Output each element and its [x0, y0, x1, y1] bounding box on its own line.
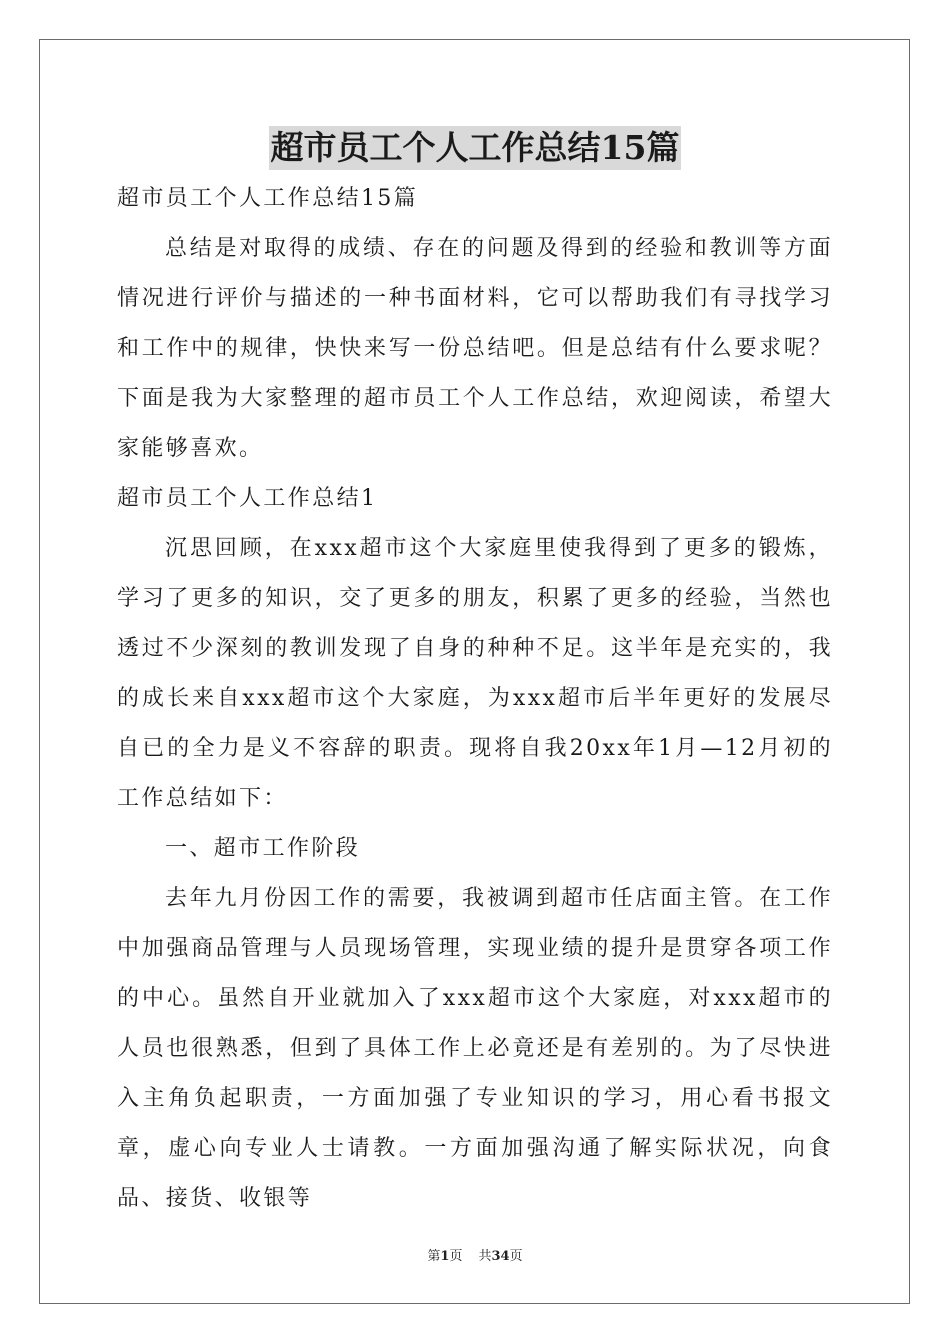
- total-prefix: 共: [478, 1249, 492, 1264]
- subsection-heading: 一、超市工作阶段: [165, 836, 361, 861]
- page-total: 34: [491, 1249, 510, 1264]
- section-paragraph: 沉思回顾，在xxx超市这个大家庭里使我得到了更多的锻炼，学习了更多的知识，交了更多的朋友，积累了更多的经验，当然也透过不少深刻的教训发现了自身的种种不足。这半年是充实的，我的成长来自xxx超市这个大家庭，为xxx超市后半年更好的发展尽自已的全力是义不容辞的职责。现将自我20xx年1月—12月初的工作总结如下：: [117, 536, 833, 811]
- document-body: [117, 174, 833, 1224]
- section-paragraph: 去年九月份因工作的需要，我被调到超市任店面主管。在工作中加强商品管理与人员现场管理，实现业绩的提升是贯穿各项工作的中心。虽然自开业就加入了xxx超市这个大家庭，对xxx超市的人员也很熟悉，但到了具体工作上必竟还是有差别的。为了尽快进入主角负起职责，一方面加强了专业知识的学习，用心看书报文章，虚心向专业人士请教。一方面加强沟通了解实际状况，向食品、接货、收银等: [117, 886, 833, 1211]
- section-heading: 超市员工个人工作总结1: [117, 486, 378, 511]
- page-prefix: 第: [427, 1249, 441, 1264]
- page-suffix: 页: [449, 1249, 463, 1264]
- total-suffix: 页: [509, 1249, 523, 1264]
- document-title: 超市员工个人工作总结15篇: [269, 126, 682, 170]
- document-title-wrapper: [0, 126, 950, 170]
- page-footer: [0, 1248, 950, 1266]
- intro-paragraph: 总结是对取得的成绩、存在的问题及得到的经验和教训等方面情况进行评价与描述的一种书面材料，它可以帮助我们有寻找学习和工作中的规律，快快来写一份总结吧。但是总结有什么要求呢？下面是我为大家整理的超市员工个人工作总结，欢迎阅读，希望大家能够喜欢。: [117, 236, 833, 461]
- page-current: 1: [440, 1249, 450, 1264]
- document-subtitle: 超市员工个人工作总结15篇: [117, 186, 419, 211]
